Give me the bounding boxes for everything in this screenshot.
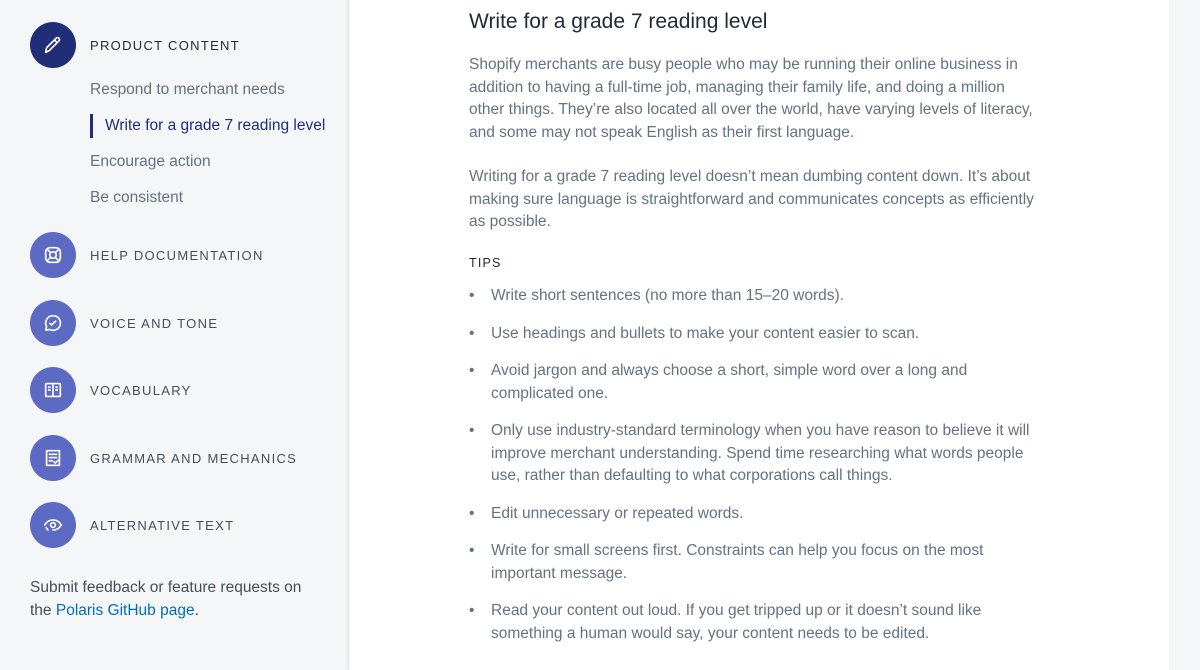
nav-section-grammar-and-mechanics[interactable] [30,435,297,481]
subnav-item-encourage-action[interactable]: Encourage action [90,153,211,170]
feedback-text: Submit feedback or feature requests on the [30,579,302,619]
list-item [469,360,1034,405]
nav-section-alternative-text[interactable] [30,502,234,548]
page-title: Write for a grade 7 reading level [469,10,768,33]
book-icon [30,367,76,413]
lifebuoy-icon [30,232,76,278]
bullet-icon: • [469,504,475,522]
nav-section-voice-and-tone[interactable] [30,300,218,346]
intro-paragraph: Shopify merchants are busy people who may be running their online business in addition to having a full-time job, managing their family life, and doing a million other things. They’re also located all over the world, have varying levels of literacy, and some may not speak English as their first language. [469,56,1033,141]
nav-section-vocabulary[interactable] [30,367,192,413]
bullet-icon: • [469,362,475,379]
list-item [469,285,1034,308]
tip-text: Write for small screens first. Constraints can help you focus on the most important message. [491,542,984,582]
list-item [469,600,1034,645]
tip-text: Avoid jargon and always choose a short, simple word over a long and complicated one. [491,362,968,402]
tips-list [469,285,1034,660]
bullet-icon: • [469,287,475,304]
tip-text: Use headings and bullets to make your content easier to scan. [491,324,920,342]
feedback-note [30,576,320,622]
tip-text: Read your content out loud. If you get tripped up or it doesn’t sound like something a human would say, your content needs to be edited. [491,602,982,642]
sidebar [0,0,348,670]
tip-text: Write short sentences (no more than 15–20 words). [491,287,844,304]
nav-section-label: ALTERNATIVE TEXT [90,517,235,533]
subnav-item-be-consistent[interactable]: Be consistent [90,189,184,206]
nav-section-label: VOICE AND TONE [90,315,219,331]
subnav-item-grade-7-reading-level[interactable]: Write for a grade 7 reading level [90,108,325,144]
list-item [469,503,1034,526]
list-item [469,540,1034,585]
checklist-icon [30,435,76,481]
nav-section-label: PRODUCT CONTENT [90,37,240,53]
eye-icon [30,502,76,548]
nav-section-label: HELP DOCUMENTATION [90,247,264,263]
tip-text: Only use industry-standard terminology when you have reason to believe it will improve merchant understanding. Spend time researching what words people use, rather than defaulting to what corporations call things. [491,422,1030,484]
explanation-paragraph: Writing for a grade 7 reading level doesn’t mean dumbing content down. It’s about making sure language is straightforward and communicates concepts as efficiently as possible. [469,168,1034,230]
bullet-icon: • [469,422,475,439]
bullet-icon: • [469,324,475,342]
list-item [469,420,1034,488]
page-background-right [1169,0,1200,670]
polaris-github-link[interactable]: Polaris GitHub page [55,602,195,619]
main-content-panel [349,0,1169,670]
bullet-icon: • [469,542,475,559]
chat-bubble-icon [30,300,76,346]
tips-heading: TIPS [469,256,502,270]
nav-section-help-documentation[interactable] [30,232,264,278]
nav-section-label: VOCABULARY [90,382,192,398]
nav-section-label: GRAMMAR AND MECHANICS [90,450,298,466]
list-item [469,323,1034,346]
tip-text: Edit unnecessary or repeated words. [491,504,744,522]
bullet-icon: • [469,602,475,619]
subnav-item-respond-to-merchant-needs[interactable]: Respond to merchant needs [90,81,285,98]
nav-section-product-content[interactable] [30,22,240,68]
feedback-period: . [194,602,199,619]
pencil-icon [30,22,76,68]
product-content-subnav [90,72,325,216]
